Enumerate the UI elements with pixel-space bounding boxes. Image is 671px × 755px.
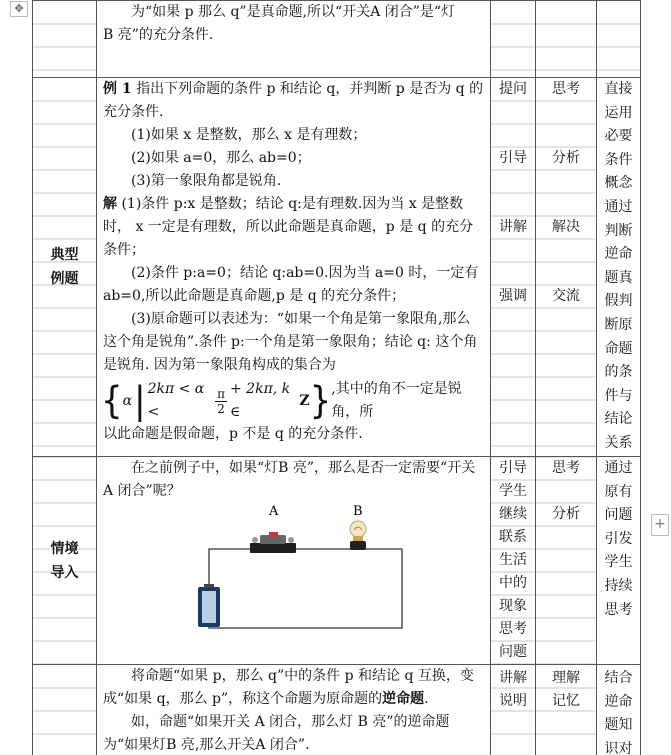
section-title-line: 典型 xyxy=(50,247,79,263)
teacher-activity: 生活 xyxy=(499,552,527,568)
solution-label: 解 xyxy=(103,196,117,212)
table-row xyxy=(33,1,641,78)
circuit-figure xyxy=(103,503,484,643)
content-cell[interactable] xyxy=(97,1,491,78)
fraction-denominator: 2 xyxy=(217,401,225,416)
note-line: 通过 xyxy=(604,460,633,476)
note-line: 结合 xyxy=(604,670,633,686)
note-line: 通过 xyxy=(604,198,633,215)
teacher-activity: 继续 xyxy=(499,506,527,522)
note-line: 的条 xyxy=(604,364,633,381)
student-activity: 理解 xyxy=(552,670,580,686)
teacher-activity: 强调 xyxy=(499,288,527,304)
note-line: 问题 xyxy=(604,507,633,524)
battery-icon xyxy=(198,584,220,627)
note-line: 原有 xyxy=(604,483,633,500)
teacher-activity: 说明 xyxy=(499,693,527,709)
formula-after-text: ,其中的角不一定是锐角，所 xyxy=(331,381,462,420)
student-activity: 解决 xyxy=(552,219,580,235)
student-activity-cell xyxy=(536,78,597,457)
note-line: 逆命 xyxy=(604,693,633,710)
section-title-line: 导入 xyxy=(50,564,79,581)
paragraph: (3)第一象限角都是锐角. xyxy=(131,173,282,189)
term-converse: 逆命题 xyxy=(382,691,425,707)
paragraph xyxy=(103,193,484,262)
content-cell[interactable] xyxy=(97,665,491,755)
formula-right: + 2kπ, k ∈ xyxy=(230,381,291,420)
note-line: 题知 xyxy=(604,717,633,734)
teacher-activity-cell xyxy=(491,665,536,755)
teacher-activity: 现象 xyxy=(499,598,527,614)
section-title-line: 例题 xyxy=(50,271,79,287)
design-intent-cell xyxy=(597,78,641,457)
paragraph: 如，命题“如果开关 A 闭合，那么灯 B 亮”的逆命题为“如果灯B 亮,那么开关A 闭合”. xyxy=(103,714,450,753)
paragraph: B 亮”的充分条件. xyxy=(103,27,214,43)
student-activity: 记忆 xyxy=(552,693,580,709)
student-activity: 思考 xyxy=(552,81,580,97)
teacher-activity: 学生 xyxy=(499,483,527,499)
lamp-label: B xyxy=(353,504,363,519)
note-line: 概念 xyxy=(604,175,633,192)
student-activity-cell xyxy=(536,1,597,78)
teacher-activity: 提问 xyxy=(499,81,527,97)
teacher-activity: 联系 xyxy=(499,529,527,545)
section-cell xyxy=(33,78,97,457)
lesson-plan-table xyxy=(32,0,641,755)
paragraph-end: . xyxy=(424,691,429,707)
paragraph: (2)如果 a=0，那么 ab=0； xyxy=(131,150,311,166)
paragraph xyxy=(103,665,484,711)
close-brace: } xyxy=(309,379,332,423)
note-line: 断原 xyxy=(604,316,633,333)
teacher-activity: 引导 xyxy=(499,150,527,166)
paragraph: 为“如果 p 那么 q”是真命题,所以“开关A 闭合”是“灯 xyxy=(131,4,456,20)
section-cell xyxy=(33,1,97,78)
note-line: 学生 xyxy=(604,554,633,571)
note-line: 引发 xyxy=(604,530,633,547)
section-title-line: 情境 xyxy=(50,540,79,557)
teacher-activity: 思考 xyxy=(499,621,527,637)
table-row xyxy=(33,78,641,457)
note-line: 命题 xyxy=(604,340,633,357)
add-column-button[interactable]: + xyxy=(651,514,669,536)
teacher-activity: 引导 xyxy=(499,460,527,476)
example-label: 例 1 xyxy=(103,81,132,97)
formula-z: Z xyxy=(299,392,310,409)
section-cell xyxy=(33,665,97,755)
note-line: 直接 xyxy=(604,81,633,97)
teacher-activity-cell xyxy=(491,78,536,457)
note-line: 题真 xyxy=(604,269,633,286)
paragraph: (2)条件 p:a=0；结论 q:ab=0.因为当 a=0 时，一定有 ab=0,所以此命题是真命题,p 是 q 的充分条件； xyxy=(103,265,479,304)
formula-left: 2kπ < α < xyxy=(147,381,205,420)
paragraph: (3)原命题可以表述为：“如果一个角是第一象限角,那么这个角是锐角”.条件 p:一个角是第一象限角；结论 q: 这个角是锐角. 因为第一象限角构成的集合为 xyxy=(103,311,478,373)
table-row xyxy=(33,457,641,665)
paragraph-text: 指出下列命题的条件 p 和结论 q，并判断 p 是否为 q 的充分条件. xyxy=(103,81,484,120)
note-line: 必要 xyxy=(604,128,633,145)
paragraph: 在之前例子中，如果“灯B 亮”，那么是否一定需要“开关A 闭合”呢？ xyxy=(103,460,476,499)
note-line: 识对 xyxy=(604,740,633,755)
table-row xyxy=(33,665,641,755)
formula-alpha: α xyxy=(122,392,133,409)
student-activity: 分析 xyxy=(552,150,580,166)
bar-separator: | xyxy=(134,379,146,423)
student-activity-cell xyxy=(536,457,597,665)
paragraph xyxy=(103,78,484,124)
teacher-activity: 中的 xyxy=(499,575,527,591)
note-line: 逆命 xyxy=(604,246,633,263)
student-activity: 思考 xyxy=(552,460,580,476)
fraction-numerator: π xyxy=(217,386,225,401)
formula-fraction xyxy=(215,387,227,416)
note-line: 思考 xyxy=(604,601,633,618)
student-activity-cell xyxy=(536,665,597,755)
paragraph: 以此命题是假命题，p 不是 q 的充分条件. xyxy=(103,426,363,442)
content-cell[interactable] xyxy=(97,78,491,457)
design-intent-cell xyxy=(597,457,641,665)
note-line: 件与 xyxy=(604,387,633,404)
switch-label: A xyxy=(269,504,279,519)
circuit-diagram xyxy=(103,503,483,643)
note-line: 假判 xyxy=(604,293,633,310)
student-activity: 分析 xyxy=(552,506,580,522)
note-line: 结论 xyxy=(604,411,633,428)
teacher-activity: 讲解 xyxy=(499,219,527,235)
content-cell[interactable] xyxy=(97,457,491,665)
table-move-handle-icon[interactable]: ✥ xyxy=(10,1,28,17)
section-cell xyxy=(33,457,97,665)
teacher-activity: 讲解 xyxy=(499,670,527,686)
student-activity: 交流 xyxy=(552,288,580,304)
teacher-activity-cell xyxy=(491,457,536,665)
note-line: 运用 xyxy=(604,104,633,121)
note-line: 条件 xyxy=(604,151,633,168)
note-line: 持续 xyxy=(604,577,633,594)
design-intent-cell xyxy=(597,665,641,755)
paragraph-text: 将命题“如果 p，那么 q”中的条件 p 和结论 q 互换，变成“如果 q，那么 p”，称这个命题为原命题的 xyxy=(103,668,474,707)
bulb-icon xyxy=(350,521,366,550)
paragraph: (1)如果 x 是整数，那么 x 是有理数； xyxy=(131,127,367,143)
open-brace: { xyxy=(101,379,123,423)
note-line: 关系 xyxy=(604,434,633,451)
note-line: 判断 xyxy=(604,222,633,239)
design-intent-cell xyxy=(597,1,641,78)
set-formula xyxy=(101,379,484,423)
paragraph-text: (1)条件 p:x 是整数；结论 q:是有理数.因为当 x 是整数时， x 一定是有理数，所以此命题是真命题，p 是 q 的充分条件； xyxy=(103,196,474,258)
switch-icon xyxy=(250,532,296,553)
teacher-activity: 问题 xyxy=(499,644,527,660)
teacher-activity-cell xyxy=(491,1,536,78)
